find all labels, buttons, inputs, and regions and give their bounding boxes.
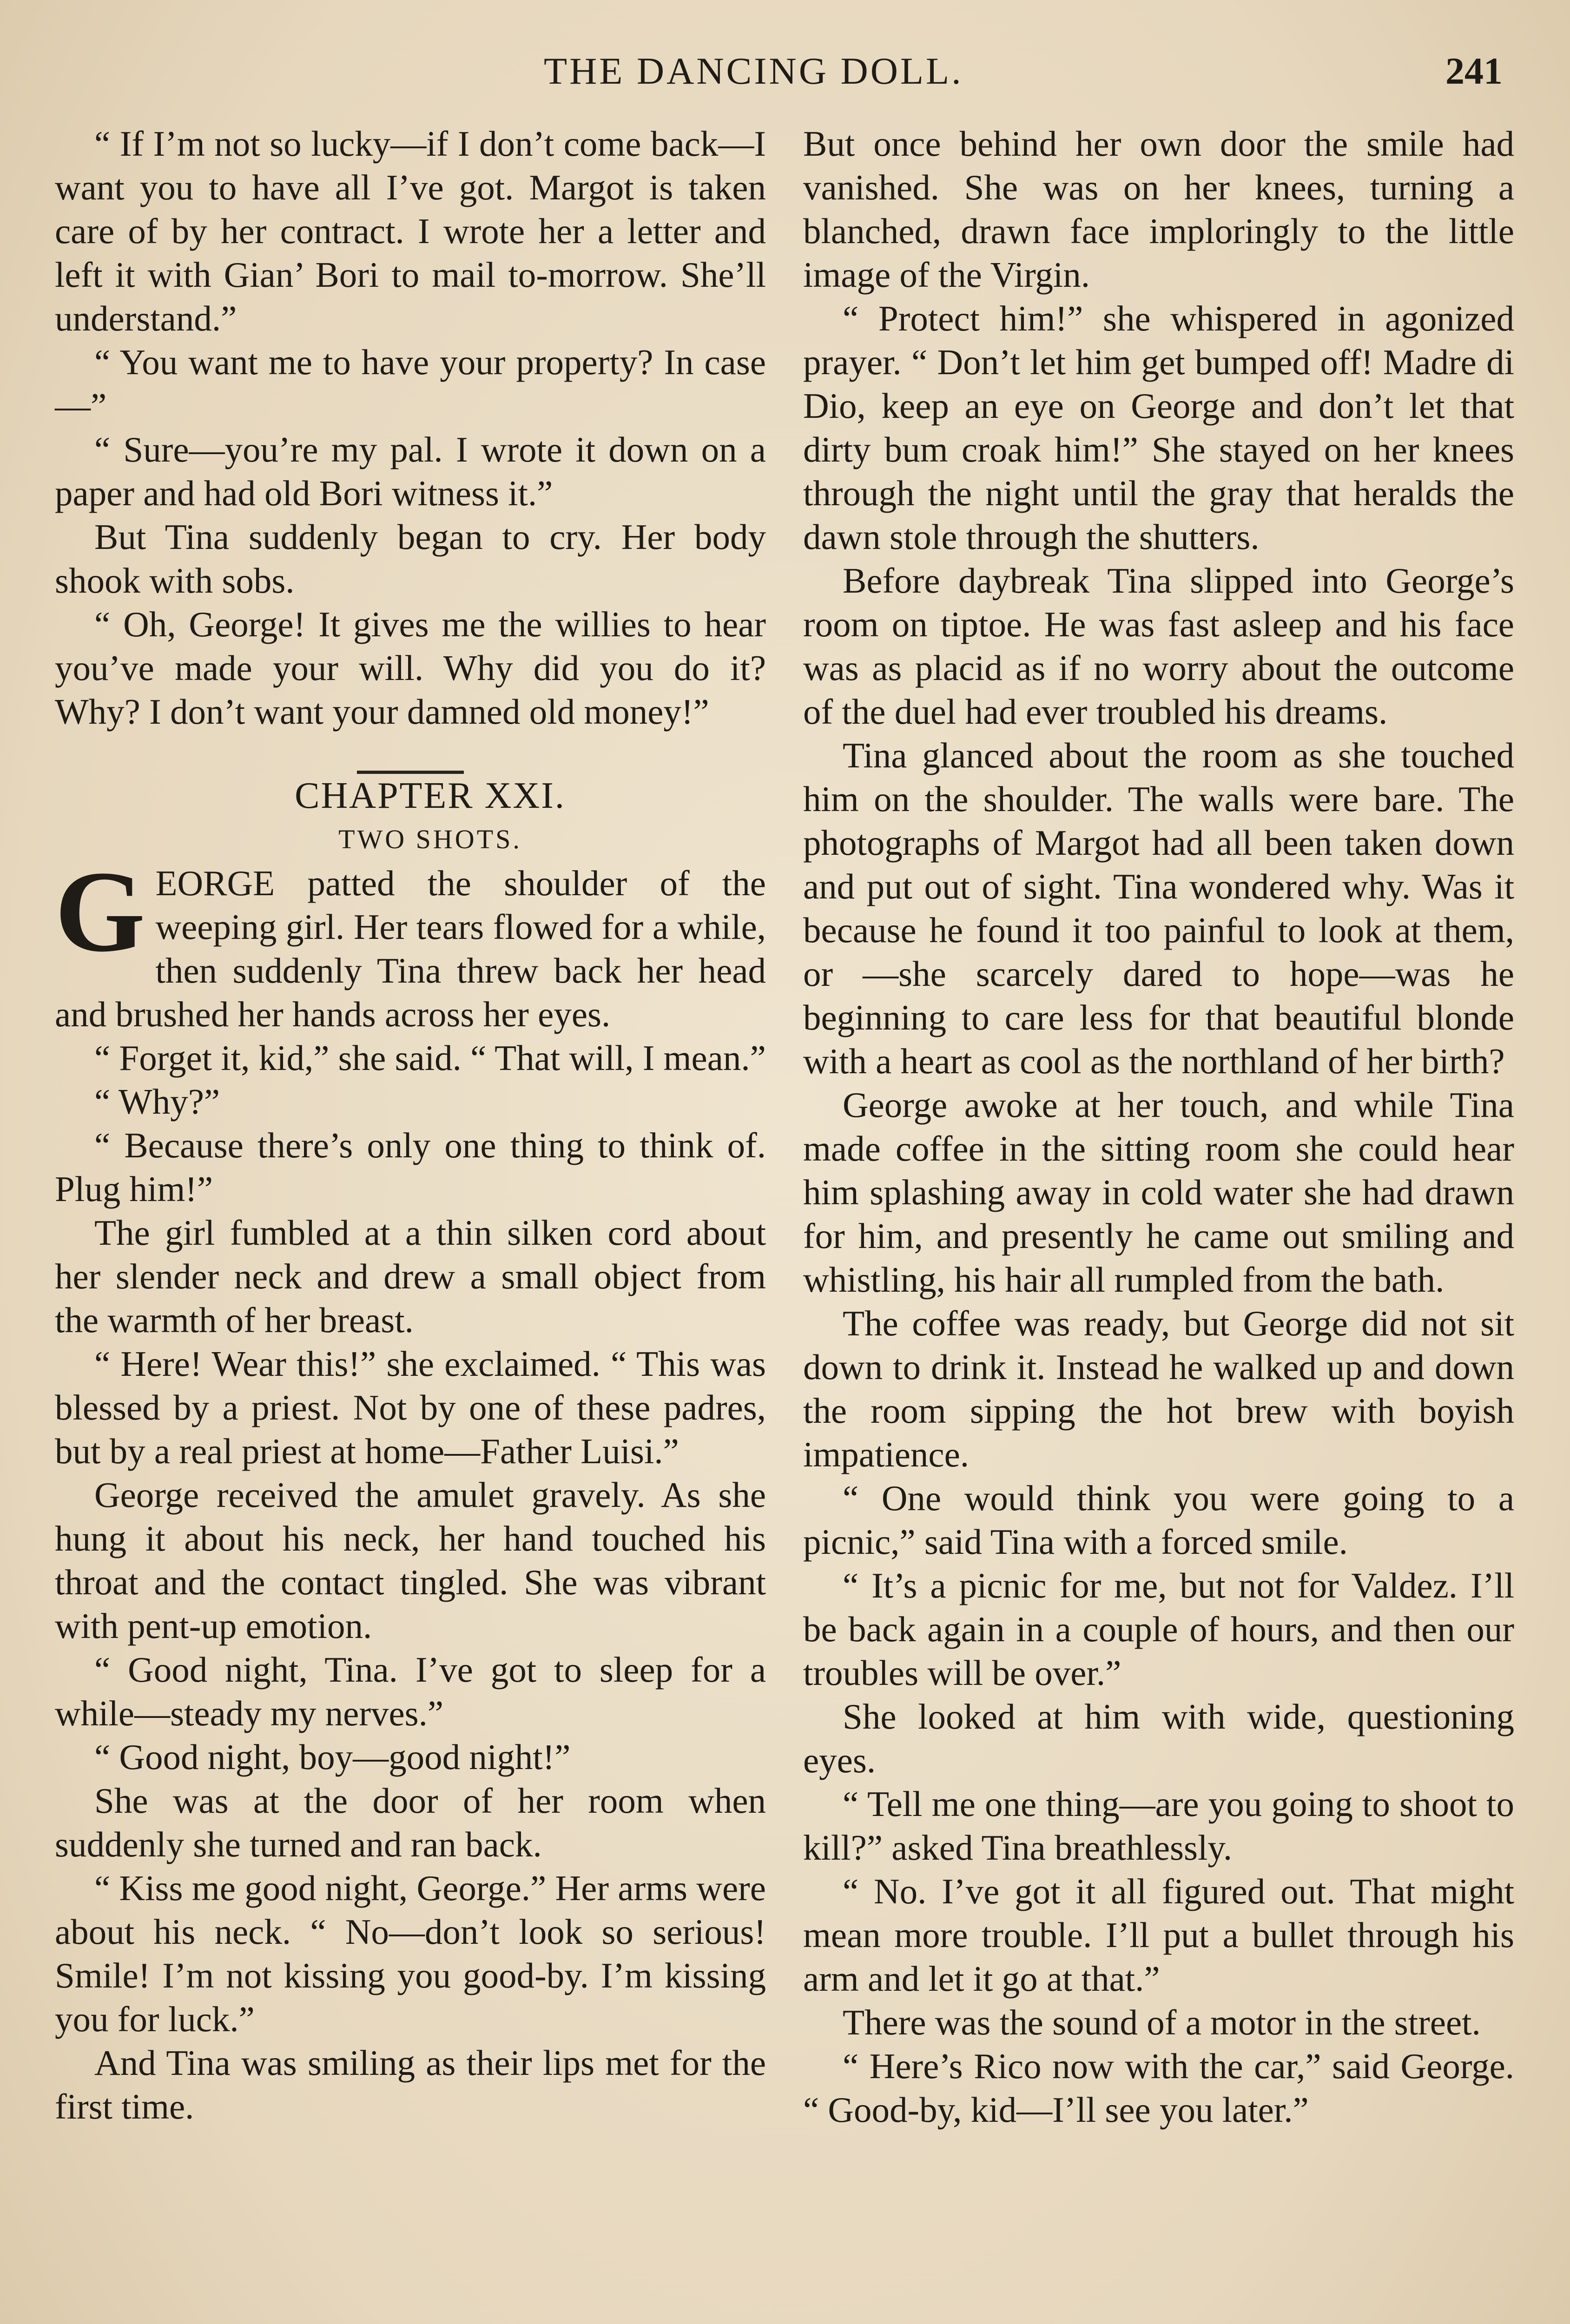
running-header	[0, 45, 1570, 96]
paragraph: “ Protect him!” she whispered in agonized prayer. “ Don’t let him get bumped off! Madre di Dio, keep an eye on George and don’t let that dirty bum croak him!” She stayed on her knees through the night until the gray that heralds the dawn stole through the shutters.	[803, 298, 1514, 557]
paragraph: “ Here! Wear this!” she exclaimed. “ This was blessed by a priest. Not by one of these padres, but by a real priest at home—Father Luisi.”	[55, 1344, 766, 1471]
page-number: 241	[1445, 50, 1503, 92]
drop-cap: G	[55, 847, 145, 976]
paragraph: “ Kiss me good night, George.” Her arms were about his neck. “ No—don’t look so serious! Smile! I’m not kissing you good-by. I’m kissing you for luck.”	[55, 1868, 766, 2039]
paragraph: George awoke at her touch, and while Tina made coffee in the sitting room she could hear him splashing away in cold water she had drawn for him, and presently he came out smiling and whistling, his hair all rumpled from the bath.	[803, 1085, 1514, 1300]
paragraph: “ You want me to have your property? In case—”	[55, 342, 766, 426]
paragraph: “ Here’s Rico now with the car,” said George. “ Good-by, kid—I’ll see you later.”	[803, 2046, 1514, 2130]
paragraph: She looked at him with wide, questioning eyes.	[803, 1697, 1514, 1780]
paragraph: “ One would think you were going to a picnic,” said Tina with a forced smile.	[803, 1478, 1514, 1562]
paragraph: And Tina was smiling as their lips met for the first time.	[55, 2043, 766, 2126]
opening-text: EORGE patted the shoulder of the weeping girl. Her tears flowed for a while, then suddenly Tina threw back her head and brushed her hands across her eyes.	[55, 863, 766, 1034]
paragraph: “ Oh, George! It gives me the willies to hear you’ve made your will. Why did you do it? Why? I don’t want your damned old money!”	[55, 604, 766, 732]
chapter-title: CHAPTER XXI.	[295, 775, 566, 816]
paragraph: Before daybreak Tina slipped into George’s room on tiptoe. He was fast asleep and his face was as placid as if no worry about the outcome of the duel had ever troubled his dreams.	[803, 561, 1514, 732]
paragraph: But once behind her own door the smile had vanished. She was on her knees, turning a blanched, drawn face imploringly to the little image of the Virgin.	[803, 124, 1514, 295]
paragraph: She was at the door of her room when suddenly she turned and ran back.	[55, 1781, 766, 1864]
chapter-subtitle: TWO SHOTS.	[338, 824, 522, 854]
paragraph: George received the amulet gravely. As she hung it about his neck, her hand touched his throat and the contact tingled. She was vibrant with pent-up emotion.	[55, 1475, 766, 1646]
paragraph: “ Sure—you’re my pal. I wrote it down on a paper and had old Bori witness it.”	[55, 429, 766, 513]
paragraph: “ It’s a picnic for me, but not for Valdez. I’ll be back again in a couple of hours, and then our troubles will be over.”	[803, 1565, 1514, 1693]
paragraph: “ Tell me one thing—are you going to shoot to kill?” asked Tina breathlessly.	[803, 1784, 1514, 1868]
paragraph: “ Good night, Tina. I’ve got to sleep for a while—steady my nerves.”	[55, 1650, 766, 1733]
paragraph: The girl fumbled at a thin silken cord about her slender neck and drew a small object from the warmth of her breast.	[55, 1213, 766, 1340]
paragraph: “ If I’m not so lucky—if I don’t come back—I want you to have all I’ve got. Margot is taken care of by her contract. I wrote her a letter and left it with Gian’ Bori to mail to-morrow. She’ll understand.”	[55, 124, 766, 338]
paragraph: “ No. I’ve got it all figured out. That might mean more trouble. I’ll put a bullet through his arm and let it go at that.”	[803, 1871, 1514, 1999]
paragraph: “ Forget it, kid,” she said. “ That will, I mean.”	[94, 1038, 766, 1078]
paragraph: Tina glanced about the room as she touched him on the shoulder. The walls were bare. The photographs of Margot had all been taken down and put out of sight. Tina wondered why. Was it because he found it too painful to look at them, or —she scarcely dared to hope—was he beginning to care less for that beautiful blonde with a heart as cool as the northland of her birth?	[803, 735, 1514, 1081]
paragraph: But Tina suddenly began to cry. Her body shook with sobs.	[55, 517, 766, 601]
chapter-opening-paragraph	[55, 847, 766, 1036]
paragraph: “ Because there’s only one thing to think of. Plug him!”	[55, 1125, 766, 1209]
right-column	[803, 122, 1514, 2132]
paragraph: The coffee was ready, but George did not sit down to drink it. Instead he walked up and down the room sipping the hot brew with boyish impatience.	[803, 1303, 1514, 1474]
paragraph: “ Why?”	[94, 1082, 220, 1122]
section-divider	[357, 771, 464, 774]
paragraph: “ Good night, boy—good night!”	[94, 1737, 571, 1777]
paragraph: There was the sound of a motor in the street.	[843, 2002, 1481, 2042]
left-column	[55, 122, 766, 2128]
running-title: THE DANCING DOLL.	[544, 50, 963, 92]
